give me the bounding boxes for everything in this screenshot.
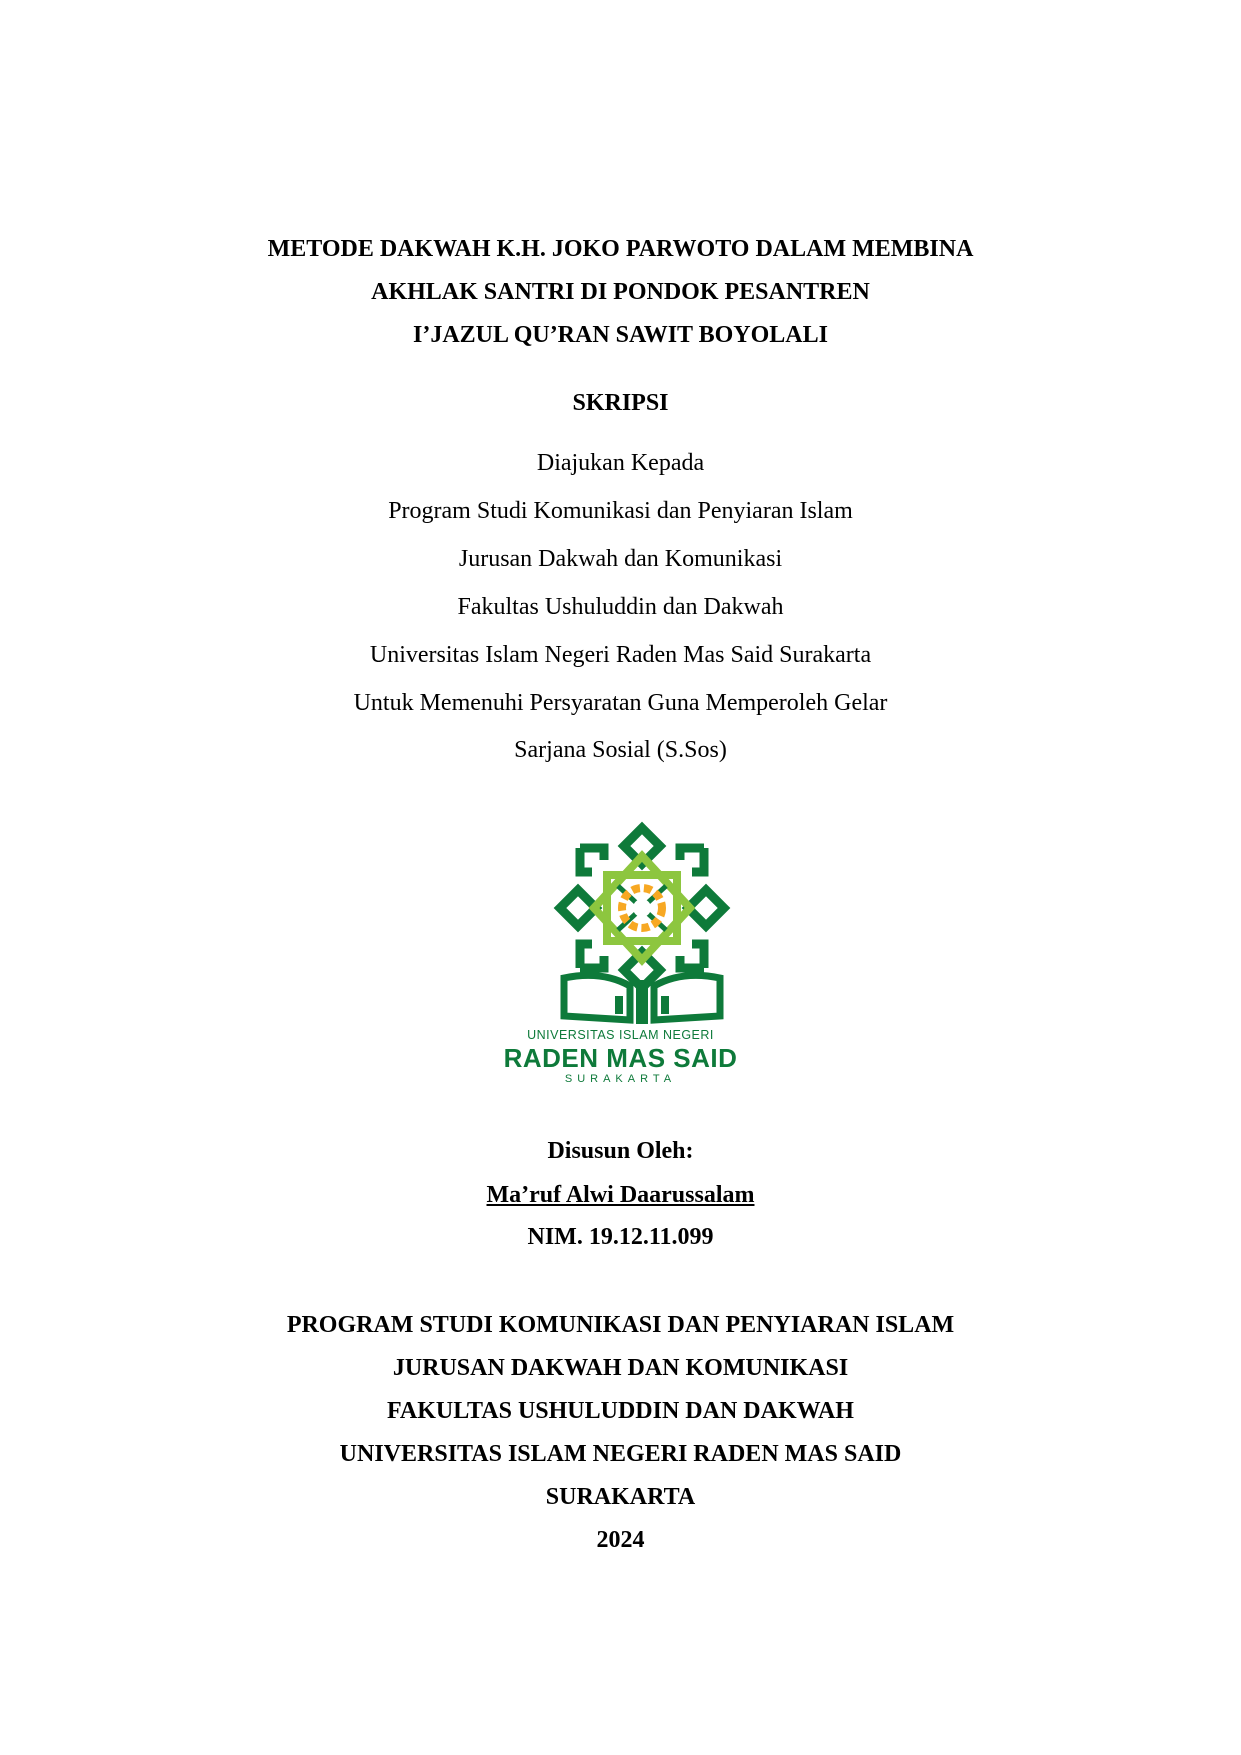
submission-line-2: Program Studi Komunikasi dan Penyiaran Islam — [388, 498, 853, 524]
submission-line-4: Fakultas Ushuluddin dan Dakwah — [457, 594, 784, 620]
logo-text-university: UNIVERSITAS ISLAM NEGERI — [527, 1028, 714, 1042]
author-heading: Disusun Oleh: — [547, 1138, 694, 1164]
author-name — [0, 1182, 1241, 1209]
submission-line-6: Untuk Memenuhi Persyaratan Guna Memperoleh Gelar — [353, 690, 888, 716]
institution-line-4: UNIVERSITAS ISLAM NEGERI RADEN MAS SAID — [339, 1441, 902, 1467]
author-name-text: Ma’ruf Alwi Daarussalam — [486, 1182, 755, 1208]
institution-line-2: JURUSAN DAKWAH DAN KOMUNIKASI — [392, 1355, 849, 1381]
logo-text-name: RADEN MAS SAID — [503, 1043, 738, 1073]
university-logo-emblem — [552, 820, 732, 1025]
submission-line-5: Universitas Islam Negeri Raden Mas Said Surakarta — [369, 642, 872, 668]
title-line-3: I’JAZUL QU’RAN SAWIT BOYOLALI — [413, 322, 828, 348]
institution-year: 2024 — [596, 1527, 645, 1553]
institution-line-3: FAKULTAS USHULUDDIN DAN DAKWAH — [387, 1398, 854, 1424]
logo-text-city: SURAKARTA — [564, 1073, 677, 1085]
submission-line-3: Jurusan Dakwah dan Komunikasi — [458, 546, 783, 572]
title-line-2: AKHLAK SANTRI DI PONDOK PESANTREN — [371, 279, 870, 305]
submission-line-1: Diajukan Kepada — [536, 450, 705, 476]
submission-line-7: Sarjana Sosial (S.Sos) — [514, 737, 727, 763]
institution-line-1: PROGRAM STUDI KOMUNIKASI DAN PENYIARAN ISLAM — [286, 1312, 955, 1338]
author-nim: NIM. 19.12.11.099 — [527, 1224, 714, 1250]
institution-line-5: SURAKARTA — [545, 1484, 696, 1510]
title-line-1: METODE DAKWAH K.H. JOKO PARWOTO DALAM MEMBINA — [267, 236, 974, 262]
document-type: SKRIPSI — [572, 390, 669, 416]
